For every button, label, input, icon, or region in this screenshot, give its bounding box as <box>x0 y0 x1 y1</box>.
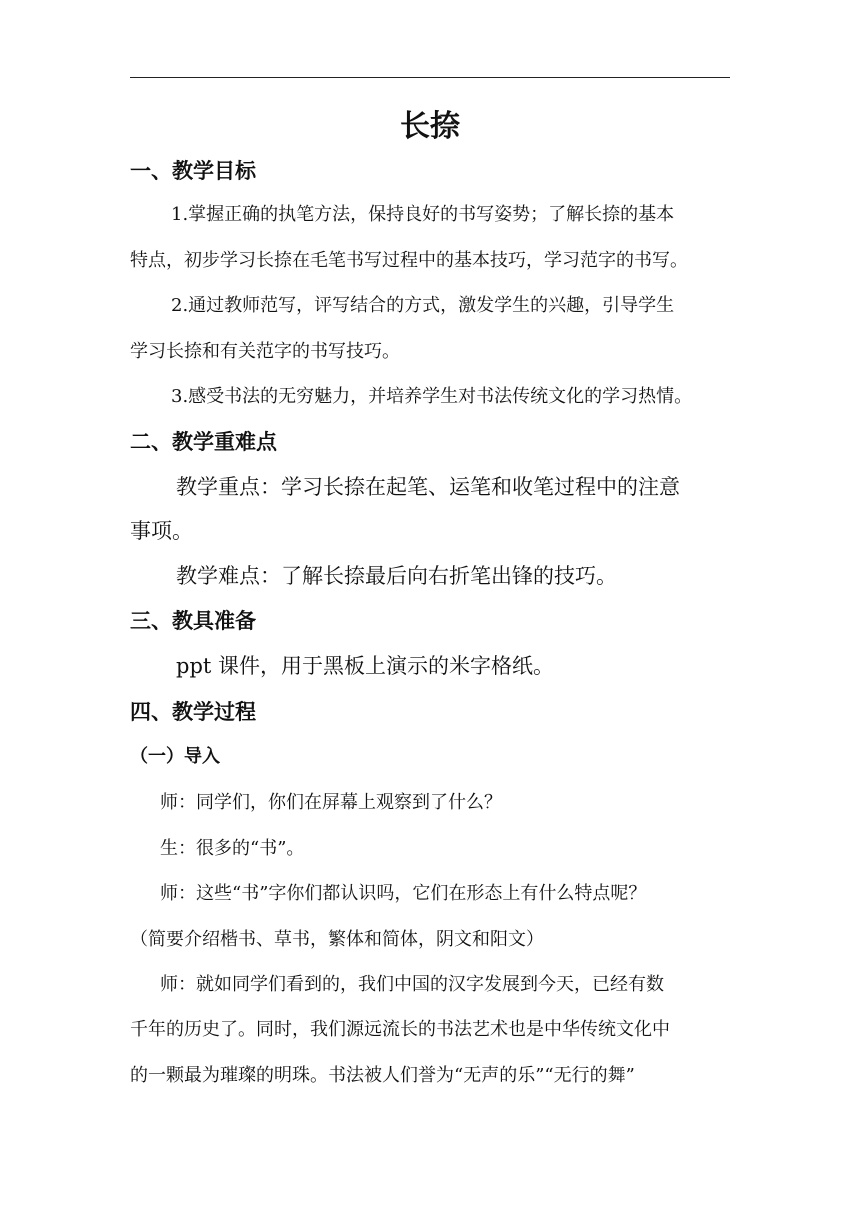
objective-2-line-1: 2.通过教师范写，评写结合的方式，激发学生的兴趣，引导学生 <box>171 295 675 316</box>
objective-1-line-1: 1.掌握正确的执笔方法，保持良好的书写姿势；了解长捺的基本 <box>171 204 675 225</box>
section-heading-key-difficult: 二、教学重难点 <box>130 430 277 454</box>
objective-2-line-2: 学习长捺和有关范字的书写技巧。 <box>130 341 400 362</box>
dialogue-5-line-1: 师：就如同学们看到的，我们中国的汉字发展到今天，已经有数 <box>160 974 664 995</box>
header-rule <box>130 77 730 78</box>
dialogue-4: （简要介绍楷书、草书，繁体和简体，阴文和阳文） <box>130 929 544 950</box>
objective-1-line-2: 特点，初步学习长捺在毛笔书写过程中的基本技巧，学习范字的书写。 <box>130 250 688 271</box>
dialogue-5-line-3: 的一颗最为璀璨的明珠。书法被人们誉为“无声的乐”“无行的舞” <box>130 1065 635 1086</box>
subsection-heading-intro: （一）导入 <box>130 746 220 767</box>
dialogue-1: 师：同学们，你们在屏幕上观察到了什么？ <box>160 792 502 813</box>
difficult-point-line-1: 教学难点：了解长捺最后向右折笔出锋的技巧。 <box>176 564 617 588</box>
key-point-line-1: 教学重点：学习长捺在起笔、运笔和收笔过程中的注意 <box>176 475 680 499</box>
key-point-line-2: 事项。 <box>130 519 193 543</box>
dialogue-2: 生：很多的“书”。 <box>160 838 305 859</box>
document-title: 长捺 <box>400 109 460 144</box>
section-heading-materials: 三、教具准备 <box>130 609 256 633</box>
materials-text: ppt 课件，用于黑板上演示的米字格纸。 <box>176 654 554 678</box>
dialogue-5-line-2: 千年的历史了。同时，我们源远流长的书法艺术也是中华传统文化中 <box>130 1019 670 1040</box>
dialogue-3: 师：这些“书”字你们都认识吗，它们在形态上有什么特点呢？ <box>160 883 647 904</box>
section-heading-objectives: 一、教学目标 <box>130 159 256 183</box>
objective-3-line-1: 3.感受书法的无穷魅力，并培养学生对书法传统文化的学习热情。 <box>171 386 693 407</box>
section-heading-process: 四、教学过程 <box>130 700 256 724</box>
